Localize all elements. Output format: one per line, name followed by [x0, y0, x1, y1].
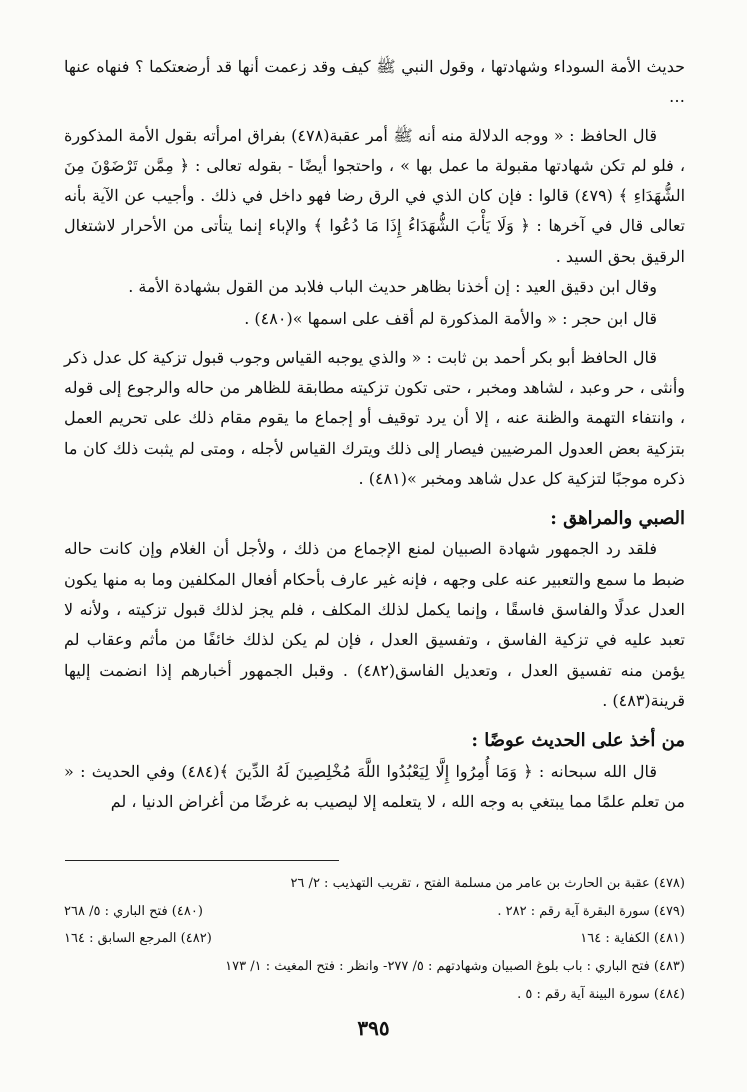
footnote-484: (٤٨٤) سورة البينة آية رقم : ٥ .	[517, 986, 685, 1002]
footnote-482: (٤٨٢) المرجع السابق : ١٦٤	[64, 931, 212, 947]
paragraph-4: قال ابن حجر : « والأمة المذكورة لم أقف على اسمها »(٤٨٠) .	[244, 309, 657, 329]
footnote-481: (٤٨١) الكفاية : ١٦٤	[580, 931, 685, 947]
footnote-divider	[65, 860, 339, 861]
paragraph-5: قال الحافظ أبو بكر أحمد بن ثابت : « والذي يوجبه القياس وجوب قبول تزكية كل عدل ذكر وأنثى ، حر وعبد ، لشاهد ومخبر ، حتى تكون تزكيته مطابقة للظاهر من حاله والرجوع إلى قوله ، وانتفاء التهمة والظنة عنه ، إلا أن يرد توقيف أو إجماع ما يقوم مقام ذلك على تحريم العمل بتزكية بعض العدول المرضيين فيصار إلى ذلك ويترك القياس لأجله ، ومتى لم يثبت ذلك كان ما ذكره موجبًا لتزكية كل عدل شاهد ومخبر »(٤٨١) .	[64, 347, 685, 488]
footnote-479: (٤٧٩) سورة البقرة آية رقم : ٢٨٢ .	[497, 903, 685, 919]
page-number: ٣٩٥	[357, 1016, 390, 1040]
paragraph-6: فلقد رد الجمهور شهادة الصبيان لمنع الإجماع من ذلك ، ولأجل أن الغلام وإن كانت حاله ضبط ما سمع والتعبير عنه على وجهه ، فإنه غير عارف بأحكام أفعال المكلفين وما به منها يكون العدل عدلًا والفاسق فاسقًا ، وإنما يكمل لذلك المكلف ، فلم يجز لذلك قبول تزكيته ، ولأنه لا تعبد عليه في تزكية الفاسق ، وتفسيق العدل ، فإن لم يكن لذلك خائفًا من مأثم وعقاب لم يؤمن منه تفسيق العدل ، وتعديل الفاسق(٤٨٢) . وقبل الجمهور أخبارهم إذا انضمت إليها قرينة(٤٨٣) .	[64, 539, 686, 710]
footnotes	[64, 870, 685, 1009]
paragraph-3: وقال ابن دقيق العيد : إن أخذنا بظاهر حديث الباب فلابد من القول بشهادة الأمة .	[128, 277, 657, 297]
section-heading-payment: من أخذ على الحديث عوضًا :	[471, 730, 685, 752]
paragraph-7: قال الله سبحانه : ﴿ وَمَا أُمِرُوا إِلَّا لِيَعْبُدُوا اللَّهَ مُخْلِصِينَ لَهُ الدِّينَ ﴾(٤٨٤) وفي الحديث : « من تعلم علمًا مما يبتغي به وجه الله ، لا يتعلمه إلا ليصيب به غرضًا من أغراض الدنيا ، لم	[64, 761, 685, 811]
footnote-478: (٤٧٨) عقبة بن الحارث بن عامر من مسلمة الفتح ، تقريب التهذيب : ٢/ ٢٦	[290, 876, 685, 891]
main-text	[64, 52, 685, 817]
footnote-483: (٤٨٣) فتح الباري : باب بلوغ الصبيان وشهادتهم : ٥/ ٢٧٧- وانظر : فتح المغيث : ١/ ١٧٣	[225, 959, 685, 975]
paragraph-1: حديث الأمة السوداء وشهادتها ، وقول النبي ﷺ كيف وقد زعمت أنها قد أرضعتكما ؟ فنهاه عنها …	[64, 57, 685, 107]
section-heading-boy: الصبي والمراهق :	[550, 508, 685, 530]
paragraph-2: قال الحافظ : « ووجه الدلالة منه أنه ﷺ أمر عقبة(٤٧٨) بفراق امرأته بقول الأمة المذكورة ، فلو لم تكن شهادتها مقبولة ما عمل بها » ، واحتجوا أيضًا - بقوله تعالى : ﴿ مِمَّن تَرْضَوْنَ مِنَ الشُّهَدَاءِ ﴾ (٤٧٩) قالوا : فإن كان الذي في الرق رضا فهو داخل في ذلك . وأجيب عن الآية بأنه تعالى قال في آخرها : ﴿ وَلَا يَأْبَ الشُّهَدَاءُ إِذَا مَا دُعُوا ﴾ والإباء إنما يتأتى من الأحرار لاشتغال الرقيق بحق السيد .	[64, 125, 686, 266]
footnote-480: (٤٨٠) فتح الباري : ٥/ ٢٦٨	[64, 903, 203, 919]
